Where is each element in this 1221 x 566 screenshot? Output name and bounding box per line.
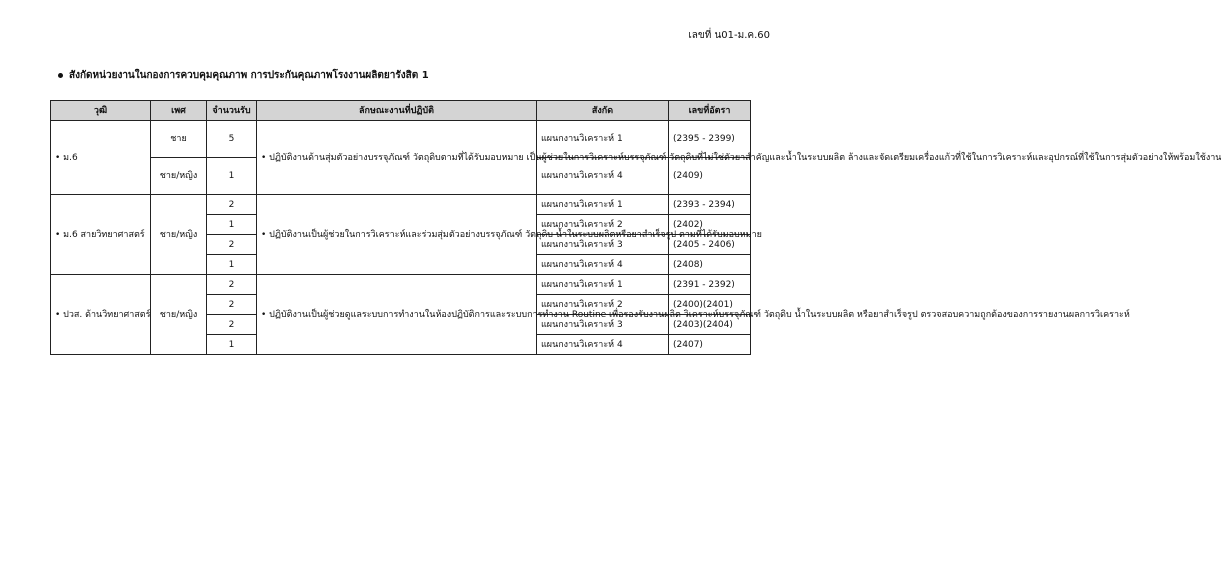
- header-job-description: ลักษณะงานที่ปฏิบัติ: [257, 101, 537, 121]
- department-cell: แผนกงานวิเคราะห์ 2: [537, 215, 669, 235]
- count-cell: 1: [207, 215, 257, 235]
- job-description-cell: • ปฏิบัติงานด้านสุ่มตัวอย่างบรรจุภัณฑ์ วัตถุดิบตามที่ได้รับมอบหมาย เป็นผู้ช่วยในการวิเคราะห์บรรจุภัณฑ์ วัตถุดิบที่ไม่ใช่ตัวยาสำคัญและน้ำในระบบผลิต ล้างและจัดเตรียมเครื่องแก้วที่ใช้ในการวิเคราะห์และอุปกรณ์ที่ใช้ในการสุ่มตัวอย่างให้พร้อมใช้งาน: [257, 121, 537, 195]
- position-number-cell: (2409): [669, 158, 751, 195]
- department-cell: แผนกงานวิเคราะห์ 3: [537, 235, 669, 255]
- department-cell: แผนกงานวิเคราะห์ 4: [537, 158, 669, 195]
- section-heading-text: สังกัดหน่วยงานในกองการควบคุมคุณภาพ การประกันคุณภาพโรงงานผลิตยารังสิต 1: [69, 70, 429, 81]
- table-row: [51, 275, 751, 295]
- count-cell: 5: [207, 121, 257, 158]
- table-header-row: [51, 101, 751, 121]
- gender-cell: ชาย/หญิง: [151, 158, 207, 195]
- position-number-cell: (2407): [669, 335, 751, 355]
- qualification-cell: • ม.6 สายวิทยาศาสตร์: [51, 195, 151, 275]
- count-cell: 2: [207, 295, 257, 315]
- department-cell: แผนกงานวิเคราะห์ 4: [537, 335, 669, 355]
- position-number-cell: (2403)(2404): [669, 315, 751, 335]
- count-cell: 2: [207, 195, 257, 215]
- section-heading: [58, 68, 429, 83]
- document-number: เลขที่ น01-ม.ค.60: [688, 30, 770, 41]
- position-number-cell: (2391 - 2392): [669, 275, 751, 295]
- positions-table: [50, 100, 1221, 355]
- header-count: จำนวนรับ: [207, 101, 257, 121]
- position-number-cell: (2405 - 2406): [669, 235, 751, 255]
- table-row: [51, 121, 751, 158]
- qualification-cell: • ม.6: [51, 121, 151, 195]
- table-row: [51, 195, 751, 215]
- count-cell: 2: [207, 315, 257, 335]
- position-number-cell: (2395 - 2399): [669, 121, 751, 158]
- department-cell: แผนกงานวิเคราะห์ 2: [537, 295, 669, 315]
- header-department: สังกัด: [537, 101, 669, 121]
- count-cell: 1: [207, 158, 257, 195]
- department-cell: แผนกงานวิเคราะห์ 1: [537, 195, 669, 215]
- header-position-number: เลขที่อัตรา: [669, 101, 751, 121]
- gender-cell: ชาย/หญิง: [151, 275, 207, 355]
- count-cell: 2: [207, 235, 257, 255]
- department-cell: แผนกงานวิเคราะห์ 4: [537, 255, 669, 275]
- position-number-cell: (2402): [669, 215, 751, 235]
- gender-cell: ชาย/หญิง: [151, 195, 207, 275]
- department-cell: แผนกงานวิเคราะห์ 3: [537, 315, 669, 335]
- gender-cell: ชาย: [151, 121, 207, 158]
- count-cell: 1: [207, 255, 257, 275]
- qualification-cell: • ปวส. ด้านวิทยาศาสตร์: [51, 275, 151, 355]
- bullet-icon: [58, 73, 63, 78]
- job-description-cell: • ปฏิบัติงานเป็นผู้ช่วยในการวิเคราะห์และร่วมสุ่มตัวอย่างบรรจุภัณฑ์ วัตถุดิบ น้ำในระบบผลิตหรือยาสำเร็จรูป ตามที่ได้รับมอบหมาย: [257, 195, 537, 275]
- job-description-cell: • ปฏิบัติงานเป็นผู้ช่วยดูแลระบบการทำงานในห้องปฏิบัติการและระบบการทำงาน Routine เพื่อรองรับงานผลิต วิเคราะห์บรรจุภัณฑ์ วัตถุดิบ น้ำในระบบผลิต หรือยาสำเร็จรูป ตรวจสอบความถูกต้องของการรายงานผลการวิเคราะห์: [257, 275, 537, 355]
- position-number-cell: (2400)(2401): [669, 295, 751, 315]
- count-cell: 2: [207, 275, 257, 295]
- header-gender: เพศ: [151, 101, 207, 121]
- department-cell: แผนกงานวิเคราะห์ 1: [537, 121, 669, 158]
- position-number-cell: (2393 - 2394): [669, 195, 751, 215]
- count-cell: 1: [207, 335, 257, 355]
- header-qualification: วุฒิ: [51, 101, 151, 121]
- position-number-cell: (2408): [669, 255, 751, 275]
- department-cell: แผนกงานวิเคราะห์ 1: [537, 275, 669, 295]
